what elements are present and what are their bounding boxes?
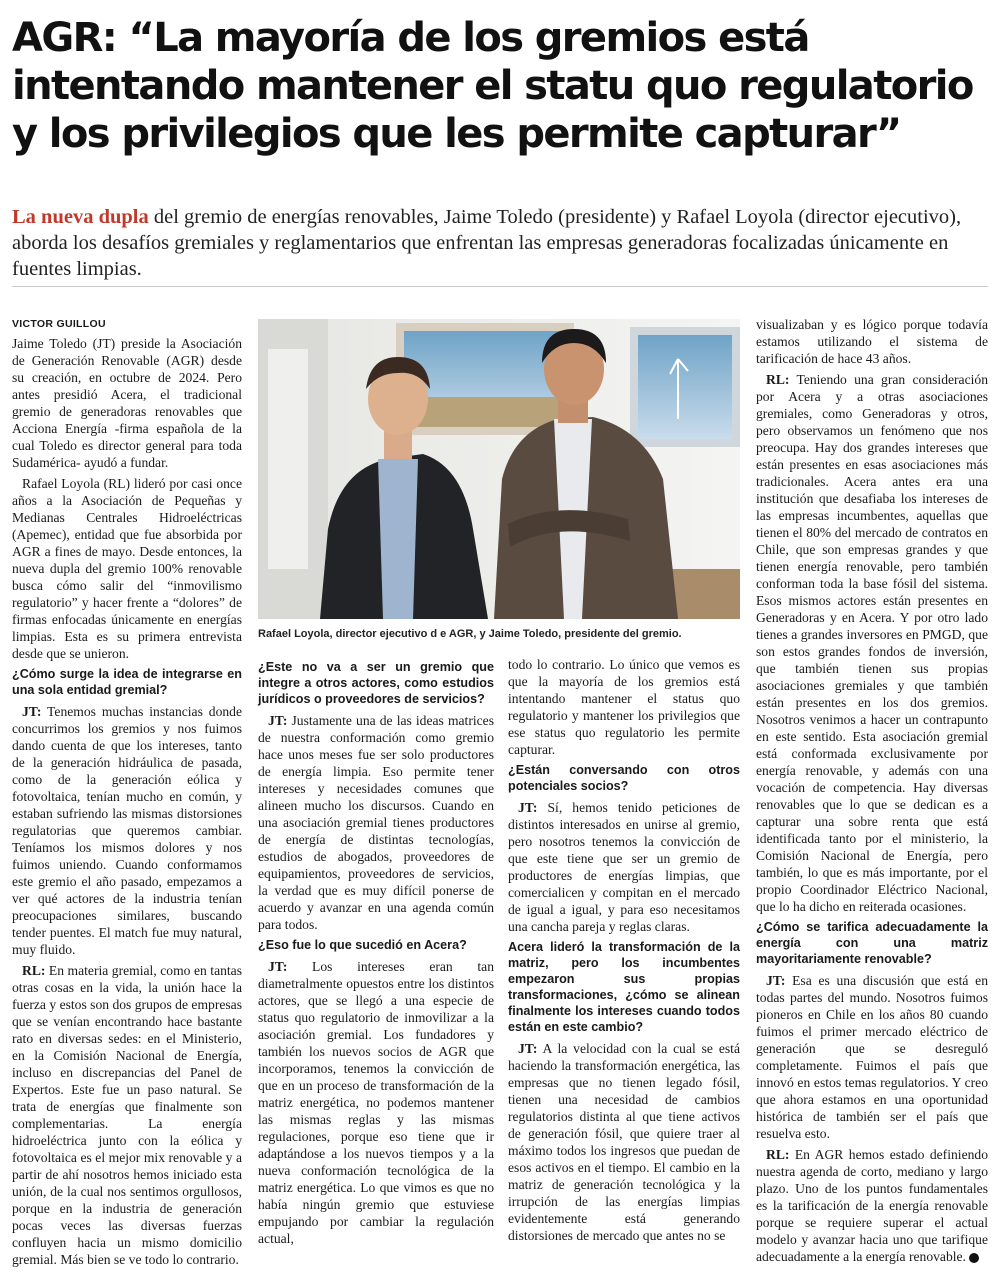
speaker-tag: JT:: [518, 1041, 538, 1056]
speaker-tag: JT:: [518, 800, 538, 815]
lead-text: del gremio de energías renovables, Jaime Toledo (presidente) y Rafael Loyola (director ejecutivo), aborda los desafíos gremiales y reglamentarios que enfrentan las empresas generadoras focalizadas únicamente en fuentes limpias.: [12, 206, 962, 280]
answer-paragraph: [508, 1040, 740, 1244]
answer-text: En materia gremial, como en tantas otras cosas en la vida, la unión hace la fuerza y estos son dos grupos de empresas que se venían encontrando hace bastante rato en diversas sedes: en el Ministerio, en la Comisión Nacional de Energía, incluso en discrepancias del Panel de Expertos. Este fue un paso natural. Se trata de energías que finalmente son complementarias. La energía hidroeléctrica junto con la eólica y fotovoltaica es el mejor mix renovable y a partir de ahí nosotros hemos iniciado esta unión, de la cual nos sentimos orgullosos, porque en la industria de generación pocas veces las diversas fuerzas confluyen hacia un mismo domicilio gremial. Más bien se ve todo lo contrario.: [12, 963, 242, 1267]
article-column-2: [258, 656, 494, 1251]
divider: [12, 286, 988, 287]
question: ¿Están conversando con otros potenciales socios?: [508, 763, 740, 793]
answer-paragraph: [508, 799, 740, 935]
lead-paragraph: [12, 204, 988, 282]
question: ¿Cómo se tarifica adecuadamente la energía con una matriz mayoritariamente renovable?: [756, 920, 988, 966]
answer-paragraph: [756, 1146, 988, 1265]
speaker-tag: RL:: [766, 372, 790, 387]
speaker-tag: JT:: [22, 704, 42, 719]
lead-kicker: La nueva dupla: [12, 206, 149, 228]
article-column-4: [756, 316, 988, 1269]
speaker-tag: JT:: [766, 973, 786, 988]
question: Acera lideró la transformación de la matriz, pero los incumbentes empezaron sus propias transformaciones, ¿cómo se alinean finalmente los intereses cuando todos están en este cambio?: [508, 940, 740, 1034]
headline-line-2: intentando mantener el statu quo regulatorio: [12, 63, 973, 109]
answer-paragraph: [258, 712, 494, 933]
answer-text: En AGR hemos estado definiendo nuestra agenda de corto, mediano y largo plazo. Uno de los puntos fundamentales es la tarificación de la energía renovable porque se requiere superar el actual modelo y avanzar hacia uno que tarifique adecuadamente a la energía renovable.: [756, 1147, 988, 1264]
article-column-1: [12, 316, 242, 1272]
intro-paragraph-1: Jaime Toledo (JT) preside la Asociación de Generación Renovable (AGR) desde su creación, en octubre de 2024. Pero antes presidió Acera, el tradicional gremio de generadoras renovables que Acciona Energía -firma española de la cual Toledo es director general para toda Sudamérica- ayudó a fundar.: [12, 336, 242, 470]
end-mark-icon: P: [969, 1253, 979, 1263]
intro-paragraph-2: Rafael Loyola (RL) lideró por casi once años a la Asociación de Pequeñas y Medianas Centrales Hidroeléctricas (Apemec), entidad que fue absorbida por AGR a fines de mayo. Desde entonces, la nueva dupla del gremio 100% renovable busca cómo salir del “inmovilismo regulatorio” y hacer frente a “dolores” de firmas enfocadas únicamente en energías limpias. Esta es su primera entrevista desde que se unieron.: [12, 476, 242, 661]
answer-text: Sí, hemos tenido peticiones de distintos interesados en unirse al gremio, pero nosotros tenemos la convicción de que este tiene que ser un gremio de productores de energías limpias, que comercialicen y compitan en el mercado de igual a igual, y para eso necesitamos una cancha pareja y reglas claras.: [508, 800, 740, 934]
answer-text: Los intereses eran tan diametralmente opuestos entre los distintos actores, que se llegó a una especie de status quo regulatorio de inmovilizar a la asociación gremial. Los fundadores y también los nuevos socios de AGR que incorporamos, tenemos la convicción de que en un proceso de transformación de la matriz energética, no podemos mantener las mismas reglas y las mismas regulaciones, porque eso tiene que ir adaptándose a los nuevos tiempos y a la nueva conformación tecnológica de la matriz energética. Lo que vimos es que no había ningún gremio que estuviese empujando por cambiar la regulación actual,: [258, 959, 494, 1246]
headline: [12, 14, 988, 158]
portrait-photo-illustration: [258, 319, 740, 619]
byline: VICTOR GUILLOU: [12, 318, 106, 330]
answer-paragraph: [258, 958, 494, 1247]
question: ¿Este no va a ser un gremio que integre a otros actores, como estudios jurídicos o proveedores de servicios?: [258, 660, 494, 706]
continued-paragraph: todo lo contrario. Lo único que vemos es que la mayoría de los gremios está intentando mantener el status quo regulatorio y mantener los privilegios que ese status quo regulatorio les permite capturar.: [508, 657, 740, 757]
answer-text: Esa es una discusión que está en todas partes del mundo. Nosotros fuimos pioneros en Chile en los años 80 cuando fuimos el primer mercado eléctrico de generación que se desreguló completamente. Fuimos el país que innovó en estos temas regulatorios. Y creo que ahora estamos en una oportunidad histórica de también ser el país que resuelva esto.: [756, 973, 988, 1141]
question: ¿Cómo surge la idea de integrarse en una sola entidad gremial?: [12, 667, 242, 697]
article-column-3: [508, 656, 740, 1248]
answer-text: Justamente una de las ideas matrices de nuestra conformación como gremio hace unos meses fue ser solo productores de energía limpia. Eso permite tener intereses y necesidades comunes que alineen mucho los discursos. Cuando en una asociación gremial tienes productores de energía de distintas tecnologías, estudios de abogados, proveedores de equipamientos, proveedores de servicios, la verdad que es muy difícil ponerse de acuerdo y avanzar en una agenda común para todos.: [258, 713, 494, 932]
photo-caption: Rafael Loyola, director ejecutivo d e AGR, y Jaime Toledo, presidente del gremio.: [258, 628, 682, 640]
answer-paragraph: [756, 972, 988, 1142]
answer-text: Tenemos muchas instancias donde concurrimos los gremios y nos fuimos dando cuenta de que los intereses, tanto de la generación hidráulica de pasada, como de la generación eólica y fotovoltaica, tenían mucho en común, y estaban sufriendo las mismas distorsiones regulatorias que queremos cambiar. Teníamos los mismos dolores y nos fuimos uniendo. Cuando conformamos este gremio el año pasado, empezamos a ver qué actores de la industria tenían preocupaciones similares, buscando tender puentes. El match fue muy natural, muy fluido.: [12, 704, 242, 957]
answer-text: A la velocidad con la cual se está haciendo la transformación energética, las empresas que no tienen legado fósil, tienen una necesidad de cambios regulatorios distinta al que tiene activos de generación fósil, que quiere traer al máximo todos los ingresos que puedan de esos activos en el tiempo. El cambio en la matriz de generación tecnológica y la irrupción de las energías limpias evidentemente está generando distorsiones de mercado que antes no se: [508, 1041, 740, 1243]
article-photo: [258, 319, 740, 619]
answer-paragraph: [12, 703, 242, 958]
question: ¿Eso fue lo que sucedió en Acera?: [258, 938, 467, 952]
speaker-tag: JT:: [268, 713, 288, 728]
continued-paragraph: visualizaban y es lógico porque todavía estamos utilizando el sistema de tarificación de hace 43 años.: [756, 317, 988, 366]
headline-line-3: y los privilegios que les permite capturar”: [12, 111, 901, 157]
speaker-tag: JT:: [268, 959, 288, 974]
answer-paragraph: [12, 962, 242, 1268]
speaker-tag: RL:: [766, 1147, 790, 1162]
speaker-tag: RL:: [22, 963, 46, 978]
answer-text: Teniendo una gran consideración por Acera y a otras asociaciones gremiales, como Generadoras y otros, pero observamos un fenómeno que nos preocupa. Hay dos grandes intereses que están presentes en esas asociaciones más tradicionales. Acera antes era una institución que desafiaba los intereses de las empresas incumbentes, aquellas que tienen el 80% del mercado de contratos en Chile, que son empresas grandes y que tienen energía renovable, pero también conforman toda la base fósil del sistema. Esos mismos actores están presentes en Generadoras y en Acera. Y por otro lado tienes a grandes inversores en PMGD, que son estos grandes fondos de inversión, que también tienen sus propias asociaciones gremiales y que también están presentes en los dos gremios. Nosotros venimos a hacer un contrapunto en este sentido. Esta asociación gremial está conformada exclusivamente por energía renovable, y además con una vocación de competencia. Hay diversas renovables que lo que se dedican es a capturar una sobre renta que está identificada tanto por el ministerio, la Comisión Nacional de Energía, pero también, lo que es más importante, por el propio Coordinador Eléctrico Nacional, que lo ha dicho en reiterada ocasiones.: [756, 372, 988, 914]
headline-line-1: AGR: “La mayoría de los gremios está: [12, 15, 809, 61]
answer-paragraph: [756, 371, 988, 915]
